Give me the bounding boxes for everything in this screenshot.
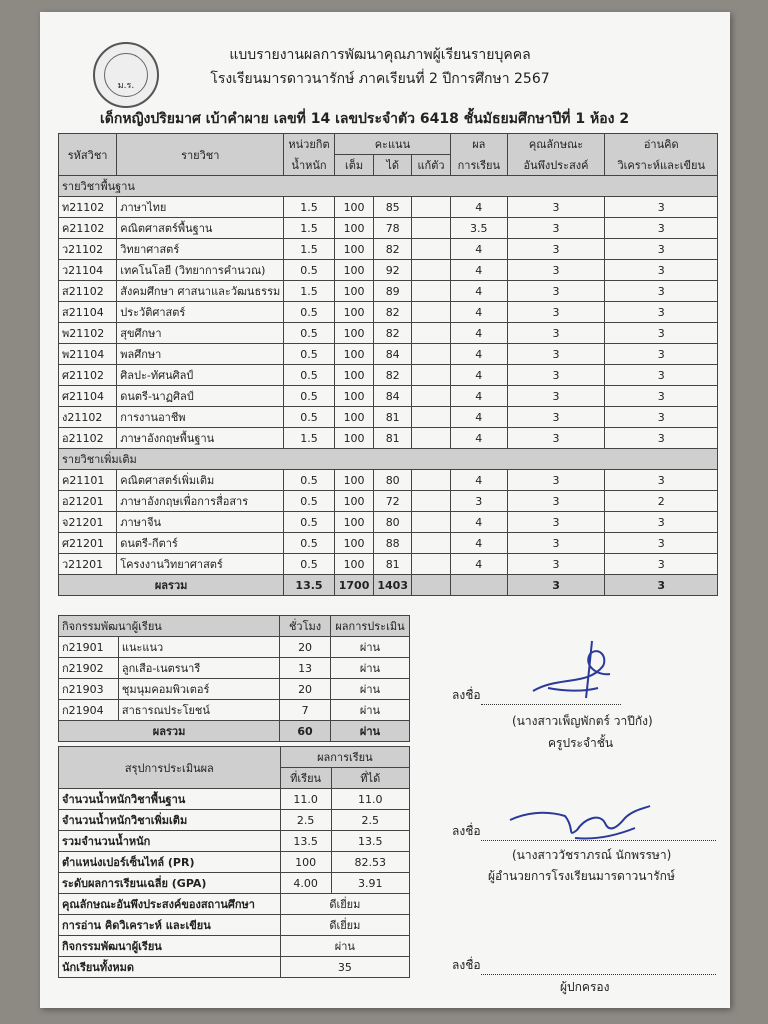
summary-value: ดีเยี่ยม bbox=[280, 915, 409, 936]
report-title: แบบรายงานผลการพัฒนาคุณภาพผู้เรียนรายบุคคล bbox=[229, 47, 531, 63]
subject-code: ว21102 bbox=[59, 239, 117, 260]
subject-full-score: 100 bbox=[334, 197, 374, 218]
subject-char: 3 bbox=[507, 344, 605, 365]
table-row bbox=[59, 218, 718, 239]
subject-fix bbox=[412, 386, 451, 407]
subject-fix bbox=[412, 554, 451, 575]
activities-table bbox=[58, 615, 410, 742]
school-line: โรงเรียนมารดาวนารักษ์ ภาคเรียนที่ 2 ปีการศึกษา 2567 bbox=[210, 71, 550, 87]
table-row bbox=[59, 554, 718, 575]
subject-name: เทคโนโลยี (วิทยาการคำนวณ) bbox=[117, 260, 284, 281]
subject-code: ค21102 bbox=[59, 218, 117, 239]
activity-result: ผ่าน bbox=[331, 700, 410, 721]
subject-credit: 0.5 bbox=[284, 302, 335, 323]
subject-score: 78 bbox=[374, 218, 412, 239]
subject-credit: 0.5 bbox=[284, 470, 335, 491]
subject-credit: 1.5 bbox=[284, 218, 335, 239]
subject-read: 3 bbox=[605, 239, 718, 260]
summary-value: 35 bbox=[280, 957, 409, 978]
subject-char: 3 bbox=[507, 470, 605, 491]
header-code: รหัสวิชา bbox=[59, 134, 117, 176]
table-row bbox=[59, 239, 718, 260]
subject-fix bbox=[412, 239, 451, 260]
subject-name: โครงงานวิทยาศาสตร์ bbox=[117, 554, 284, 575]
subject-fix bbox=[412, 407, 451, 428]
summary-label: รวมจำนวนน้ำหนัก bbox=[59, 831, 281, 852]
subject-read: 3 bbox=[605, 260, 718, 281]
summary-label: กิจกรรมพัฒนาผู้เรียน bbox=[59, 936, 281, 957]
subject-name: สังคมศึกษา ศาสนาและวัฒนธรรม bbox=[117, 281, 284, 302]
summary-row bbox=[59, 810, 410, 831]
total-label: ผลรวม bbox=[59, 575, 284, 596]
header-got: ได้ bbox=[374, 155, 412, 176]
subject-code: ส21104 bbox=[59, 302, 117, 323]
subject-credit: 0.5 bbox=[284, 260, 335, 281]
table-row bbox=[59, 407, 718, 428]
subject-score: 88 bbox=[374, 533, 412, 554]
activity-hours: 7 bbox=[280, 700, 331, 721]
subject-full-score: 100 bbox=[334, 554, 374, 575]
subject-score: 82 bbox=[374, 302, 412, 323]
activities-total-result: ผ่าน bbox=[331, 721, 410, 742]
director-sign-label: ลงชื่อ bbox=[452, 824, 481, 838]
summary-label: ตำแหน่งเปอร์เซ็นไทล์ (PR) bbox=[59, 852, 281, 873]
summary-header: สรุปการประเมินผล bbox=[59, 747, 281, 789]
subject-full-score: 100 bbox=[334, 260, 374, 281]
subject-fix bbox=[412, 491, 451, 512]
subject-name: การงานอาชีพ bbox=[117, 407, 284, 428]
subject-credit: 0.5 bbox=[284, 554, 335, 575]
table-row bbox=[59, 533, 718, 554]
subject-credit: 0.5 bbox=[284, 491, 335, 512]
subject-score: 84 bbox=[374, 386, 412, 407]
total-row bbox=[59, 575, 718, 596]
subject-grade: 4 bbox=[451, 260, 508, 281]
summary-studied: 4.00 bbox=[280, 873, 331, 894]
summary-label: จำนวนน้ำหนักวิชาเพิ่มเติม bbox=[59, 810, 281, 831]
subject-char: 3 bbox=[507, 239, 605, 260]
subject-read: 3 bbox=[605, 407, 718, 428]
table-row bbox=[59, 470, 718, 491]
table-row bbox=[59, 323, 718, 344]
subject-score: 72 bbox=[374, 491, 412, 512]
header-subject: รายวิชา bbox=[117, 134, 284, 176]
subject-credit: 1.5 bbox=[284, 428, 335, 449]
subject-score: 81 bbox=[374, 407, 412, 428]
subject-grade: 4 bbox=[451, 365, 508, 386]
subject-name: ประวัติศาสตร์ bbox=[117, 302, 284, 323]
total-fix bbox=[412, 575, 451, 596]
subject-full-score: 100 bbox=[334, 281, 374, 302]
total-got: 1403 bbox=[374, 575, 412, 596]
summary-label: การอ่าน คิดวิเคราะห์ และเขียน bbox=[59, 915, 281, 936]
subject-grade: 4 bbox=[451, 323, 508, 344]
subject-credit: 1.5 bbox=[284, 239, 335, 260]
teacher-sign-line bbox=[452, 686, 621, 705]
subject-name: ดนตรี-กีตาร์ bbox=[117, 533, 284, 554]
subject-full-score: 100 bbox=[334, 344, 374, 365]
subject-code: ศ21201 bbox=[59, 533, 117, 554]
subject-char: 3 bbox=[507, 533, 605, 554]
grades-table bbox=[58, 133, 718, 596]
summary-col1: ที่เรียน bbox=[280, 768, 331, 789]
activity-name: แนะแนว bbox=[118, 637, 279, 658]
summary-col2: ที่ได้ bbox=[331, 768, 409, 789]
table-row bbox=[59, 197, 718, 218]
subject-score: 89 bbox=[374, 281, 412, 302]
teacher-name: (นางสาวเพ็ญพักตร์ วาปีกัง) bbox=[512, 714, 653, 728]
table-row bbox=[59, 344, 718, 365]
subject-read: 3 bbox=[605, 428, 718, 449]
subject-grade: 4 bbox=[451, 302, 508, 323]
activity-hours: 20 bbox=[280, 679, 331, 700]
activity-row bbox=[59, 637, 410, 658]
header-credit-2: น้ำหนัก bbox=[284, 155, 335, 176]
subject-fix bbox=[412, 302, 451, 323]
subject-full-score: 100 bbox=[334, 407, 374, 428]
subject-fix bbox=[412, 365, 451, 386]
summary-label: นักเรียนทั้งหมด bbox=[59, 957, 281, 978]
subject-grade: 4 bbox=[451, 470, 508, 491]
activities-total-label: ผลรวม bbox=[59, 721, 280, 742]
subject-grade: 3.5 bbox=[451, 218, 508, 239]
activity-code: ก21902 bbox=[59, 658, 119, 679]
subject-credit: 0.5 bbox=[284, 407, 335, 428]
header-read-2: วิเคราะห์และเขียน bbox=[605, 155, 718, 176]
subject-char: 3 bbox=[507, 323, 605, 344]
subject-char: 3 bbox=[507, 386, 605, 407]
section-extra bbox=[59, 449, 718, 470]
table-row bbox=[59, 302, 718, 323]
subject-read: 3 bbox=[605, 344, 718, 365]
subject-name: ภาษาอังกฤษเพื่อการสื่อสาร bbox=[117, 491, 284, 512]
subject-fix bbox=[412, 470, 451, 491]
summary-row bbox=[59, 789, 410, 810]
subject-char: 3 bbox=[507, 491, 605, 512]
table-row bbox=[59, 386, 718, 407]
subject-name: ดนตรี-นาฏศิลป์ bbox=[117, 386, 284, 407]
header-score: คะแนน bbox=[334, 134, 450, 155]
summary-earned: 3.91 bbox=[331, 873, 409, 894]
subject-grade: 4 bbox=[451, 386, 508, 407]
subject-score: 82 bbox=[374, 365, 412, 386]
summary-row bbox=[59, 894, 410, 915]
activity-name: ลูกเสือ-เนตรนารี bbox=[118, 658, 279, 679]
teacher-role: ครูประจำชั้น bbox=[548, 736, 614, 750]
subject-code: ท21102 bbox=[59, 197, 117, 218]
logo-text: ม.ร. bbox=[104, 53, 148, 97]
subject-char: 3 bbox=[507, 197, 605, 218]
subject-grade: 4 bbox=[451, 281, 508, 302]
subject-read: 3 bbox=[605, 218, 718, 239]
subject-name: สุขศึกษา bbox=[117, 323, 284, 344]
subject-name: ภาษาจีน bbox=[117, 512, 284, 533]
subject-fix bbox=[412, 281, 451, 302]
table-row bbox=[59, 428, 718, 449]
subject-name: ศิลปะ-ทัศนศิลป์ bbox=[117, 365, 284, 386]
total-read: 3 bbox=[605, 575, 718, 596]
subject-code: ว21104 bbox=[59, 260, 117, 281]
subject-code: ค21101 bbox=[59, 470, 117, 491]
subject-char: 3 bbox=[507, 281, 605, 302]
activity-name: ชุมนุมคอมพิวเตอร์ bbox=[118, 679, 279, 700]
subject-credit: 0.5 bbox=[284, 386, 335, 407]
subject-full-score: 100 bbox=[334, 470, 374, 491]
activity-code: ก21901 bbox=[59, 637, 119, 658]
subject-grade: 4 bbox=[451, 512, 508, 533]
subject-code: ศ21104 bbox=[59, 386, 117, 407]
subject-name: คณิตศาสตร์พื้นฐาน bbox=[117, 218, 284, 239]
director-sign-line bbox=[452, 822, 716, 841]
activities-eval-header: ผลการประเมิน bbox=[331, 616, 410, 637]
summary-earned: 11.0 bbox=[331, 789, 409, 810]
subject-score: 81 bbox=[374, 428, 412, 449]
subject-code: จ21201 bbox=[59, 512, 117, 533]
subject-score: 81 bbox=[374, 554, 412, 575]
summary-studied: 2.5 bbox=[280, 810, 331, 831]
director-name: (นางสาววัชราภรณ์ นักพรรษา) bbox=[512, 848, 672, 862]
subject-read: 3 bbox=[605, 197, 718, 218]
subject-grade: 4 bbox=[451, 239, 508, 260]
subject-read: 3 bbox=[605, 302, 718, 323]
subject-score: 85 bbox=[374, 197, 412, 218]
table-row bbox=[59, 260, 718, 281]
activity-result: ผ่าน bbox=[331, 679, 410, 700]
subject-full-score: 100 bbox=[334, 323, 374, 344]
activities-total-hours: 60 bbox=[280, 721, 331, 742]
subject-char: 3 bbox=[507, 218, 605, 239]
director-role: ผู้อำนวยการโรงเรียนมารดาวนารักษ์ bbox=[488, 869, 675, 883]
subject-fix bbox=[412, 533, 451, 554]
subject-full-score: 100 bbox=[334, 428, 374, 449]
subject-read: 2 bbox=[605, 491, 718, 512]
header-fix: แก้ตัว bbox=[412, 155, 451, 176]
summary-label: คุณลักษณะอันพึงประสงค์ของสถานศึกษา bbox=[59, 894, 281, 915]
summary-earned: 2.5 bbox=[331, 810, 409, 831]
summary-earned: 82.53 bbox=[331, 852, 409, 873]
subject-code: พ21102 bbox=[59, 323, 117, 344]
subject-full-score: 100 bbox=[334, 533, 374, 554]
subject-read: 3 bbox=[605, 533, 718, 554]
subject-full-score: 100 bbox=[334, 239, 374, 260]
subject-char: 3 bbox=[507, 512, 605, 533]
total-char: 3 bbox=[507, 575, 605, 596]
subject-char: 3 bbox=[507, 428, 605, 449]
subject-fix bbox=[412, 197, 451, 218]
summary-result-header: ผลการเรียน bbox=[280, 747, 409, 768]
subject-char: 3 bbox=[507, 302, 605, 323]
subject-char: 3 bbox=[507, 260, 605, 281]
subject-grade: 3 bbox=[451, 491, 508, 512]
subject-fix bbox=[412, 512, 451, 533]
activity-code: ก21904 bbox=[59, 700, 119, 721]
activity-name: สาธารณประโยชน์ bbox=[118, 700, 279, 721]
subject-grade: 4 bbox=[451, 197, 508, 218]
activity-row bbox=[59, 700, 410, 721]
subject-read: 3 bbox=[605, 554, 718, 575]
subject-credit: 1.5 bbox=[284, 197, 335, 218]
header-char-2: อันพึงประสงค์ bbox=[507, 155, 605, 176]
subject-read: 3 bbox=[605, 365, 718, 386]
subject-char: 3 bbox=[507, 407, 605, 428]
header-read: อ่านคิด bbox=[605, 134, 718, 155]
activity-code: ก21903 bbox=[59, 679, 119, 700]
subject-credit: 0.5 bbox=[284, 512, 335, 533]
summary-label: จำนวนน้ำหนักวิชาพื้นฐาน bbox=[59, 789, 281, 810]
summary-studied: 13.5 bbox=[280, 831, 331, 852]
activity-result: ผ่าน bbox=[331, 658, 410, 679]
subject-fix bbox=[412, 260, 451, 281]
subject-score: 84 bbox=[374, 344, 412, 365]
summary-row bbox=[59, 873, 410, 894]
subject-credit: 0.5 bbox=[284, 533, 335, 554]
total-grade bbox=[451, 575, 508, 596]
subject-credit: 1.5 bbox=[284, 281, 335, 302]
subject-code: พ21104 bbox=[59, 344, 117, 365]
summary-row bbox=[59, 831, 410, 852]
activity-hours: 13 bbox=[280, 658, 331, 679]
subject-grade: 4 bbox=[451, 407, 508, 428]
subject-score: 80 bbox=[374, 470, 412, 491]
teacher-sign-label: ลงชื่อ bbox=[452, 688, 481, 702]
table-row bbox=[59, 281, 718, 302]
total-full: 1700 bbox=[334, 575, 374, 596]
subject-full-score: 100 bbox=[334, 218, 374, 239]
header-char: คุณลักษณะ bbox=[507, 134, 605, 155]
subject-read: 3 bbox=[605, 386, 718, 407]
table-row bbox=[59, 365, 718, 386]
subject-full-score: 100 bbox=[334, 386, 374, 407]
subject-credit: 0.5 bbox=[284, 365, 335, 386]
subject-score: 80 bbox=[374, 512, 412, 533]
section-extra-label: รายวิชาเพิ่มเติม bbox=[59, 449, 718, 470]
subject-code: อ21201 bbox=[59, 491, 117, 512]
subject-name: วิทยาศาสตร์ bbox=[117, 239, 284, 260]
summary-earned: 13.5 bbox=[331, 831, 409, 852]
subject-code: ง21102 bbox=[59, 407, 117, 428]
header-result-2: การเรียน bbox=[451, 155, 508, 176]
subject-fix bbox=[412, 428, 451, 449]
header-full: เต็ม bbox=[334, 155, 374, 176]
activities-header: กิจกรรมพัฒนาผู้เรียน bbox=[59, 616, 280, 637]
activity-row bbox=[59, 679, 410, 700]
subject-code: ส21102 bbox=[59, 281, 117, 302]
subject-grade: 4 bbox=[451, 344, 508, 365]
summary-value: ผ่าน bbox=[280, 936, 409, 957]
subject-credit: 0.5 bbox=[284, 344, 335, 365]
table-row bbox=[59, 491, 718, 512]
subject-full-score: 100 bbox=[334, 365, 374, 386]
parent-sign-label: ลงชื่อ bbox=[452, 958, 481, 972]
subject-score: 92 bbox=[374, 260, 412, 281]
activity-result: ผ่าน bbox=[331, 637, 410, 658]
subject-grade: 4 bbox=[451, 428, 508, 449]
parent-sign-line bbox=[452, 956, 716, 975]
summary-studied: 100 bbox=[280, 852, 331, 873]
summary-row bbox=[59, 936, 410, 957]
subject-name: คณิตศาสตร์เพิ่มเติม bbox=[117, 470, 284, 491]
activity-hours: 20 bbox=[280, 637, 331, 658]
summary-table bbox=[58, 746, 410, 978]
subject-score: 82 bbox=[374, 323, 412, 344]
activities-hours-header: ชั่วโมง bbox=[280, 616, 331, 637]
student-line: เด็กหญิงปริยมาศ เบ้าคำผาย เลขที่ 14 เลขประจำตัว 6418 ชั้นมัธยมศึกษาปีที่ 1 ห้อง 2 bbox=[100, 111, 630, 127]
subject-char: 3 bbox=[507, 554, 605, 575]
subject-read: 3 bbox=[605, 512, 718, 533]
subject-code: อ21102 bbox=[59, 428, 117, 449]
subject-grade: 4 bbox=[451, 554, 508, 575]
summary-value: ดีเยี่ยม bbox=[280, 894, 409, 915]
summary-row bbox=[59, 915, 410, 936]
summary-row bbox=[59, 957, 410, 978]
subject-code: ว21201 bbox=[59, 554, 117, 575]
header-credit: หน่วยกิต bbox=[284, 134, 335, 155]
subject-name: พลศึกษา bbox=[117, 344, 284, 365]
header-result: ผล bbox=[451, 134, 508, 155]
subject-full-score: 100 bbox=[334, 512, 374, 533]
subject-name: ภาษาไทย bbox=[117, 197, 284, 218]
summary-row bbox=[59, 852, 410, 873]
subject-read: 3 bbox=[605, 281, 718, 302]
subject-fix bbox=[412, 323, 451, 344]
subject-grade: 4 bbox=[451, 533, 508, 554]
subject-full-score: 100 bbox=[334, 302, 374, 323]
summary-label: ระดับผลการเรียนเฉลี่ย (GPA) bbox=[59, 873, 281, 894]
subject-read: 3 bbox=[605, 323, 718, 344]
parent-role: ผู้ปกครอง bbox=[560, 980, 610, 994]
section-basic bbox=[59, 176, 718, 197]
subject-code: ศ21102 bbox=[59, 365, 117, 386]
subject-char: 3 bbox=[507, 365, 605, 386]
subject-full-score: 100 bbox=[334, 491, 374, 512]
subject-read: 3 bbox=[605, 470, 718, 491]
subject-score: 82 bbox=[374, 239, 412, 260]
school-logo bbox=[93, 42, 159, 108]
subject-credit: 0.5 bbox=[284, 323, 335, 344]
subject-name: ภาษาอังกฤษพื้นฐาน bbox=[117, 428, 284, 449]
section-basic-label: รายวิชาพื้นฐาน bbox=[59, 176, 718, 197]
summary-studied: 11.0 bbox=[280, 789, 331, 810]
total-credit: 13.5 bbox=[284, 575, 335, 596]
table-row bbox=[59, 512, 718, 533]
activity-row bbox=[59, 658, 410, 679]
subject-fix bbox=[412, 344, 451, 365]
subject-fix bbox=[412, 218, 451, 239]
